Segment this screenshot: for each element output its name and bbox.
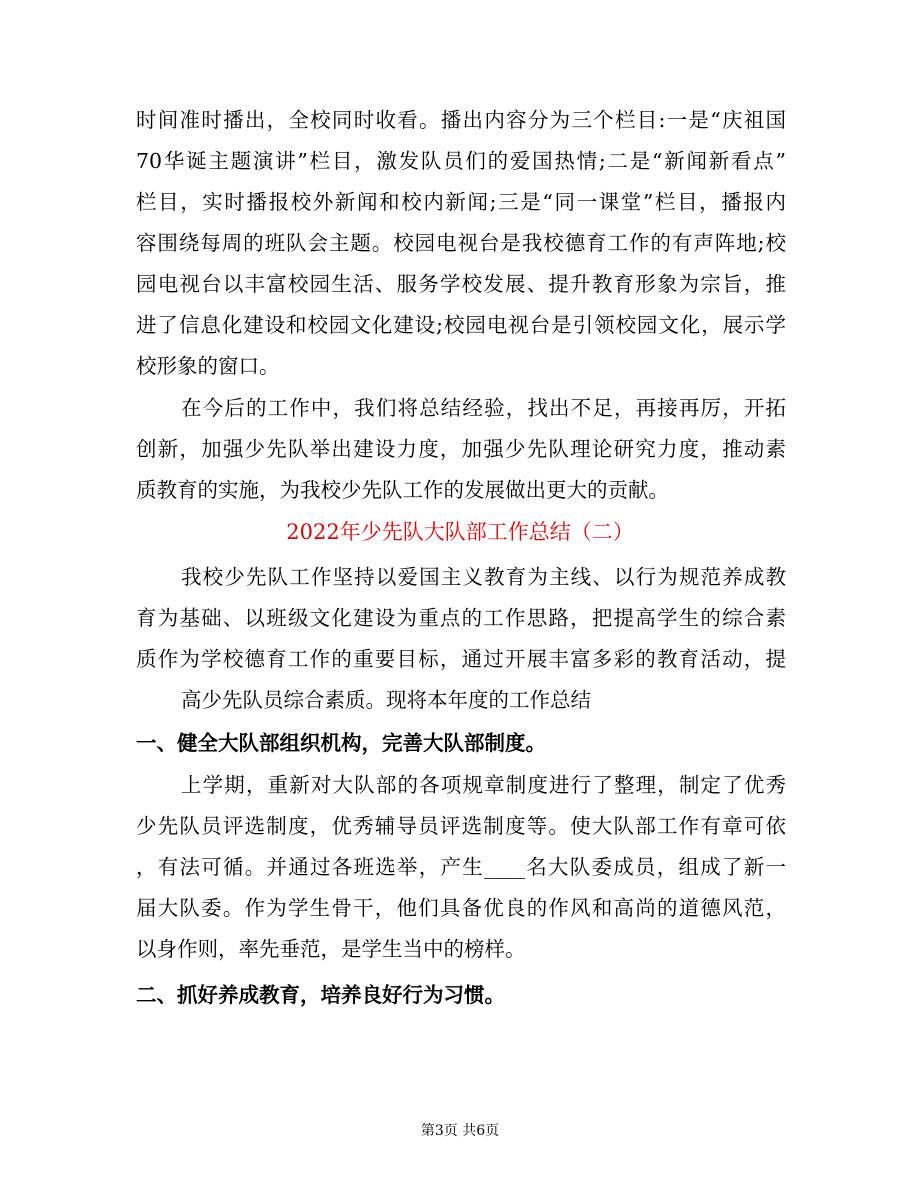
paragraph-line: 质教育的实施，为我校少先队工作的发展做出更大的贡献。	[136, 478, 669, 502]
paragraph-line: 在今后的工作中，我们将总结经验，找出不足，再接再厉，开拓	[181, 396, 786, 420]
paragraph-line: 高少先队员综合素质。现将本年度的工作总结	[181, 688, 591, 712]
paragraph-line: 少先队员评选制度，优秀辅导员评选制度等。使大队部工作有章可依	[136, 814, 786, 838]
paragraph-line: 我校少先队工作坚持以爱国主义教育为主线、以行为规范养成教	[181, 565, 786, 589]
paragraph-line: 园电视台以丰富校园生活、服务学校发展、提升教育形象为宗旨，推	[136, 272, 786, 296]
paragraph-line: ，有法可循。并通过各班选举，产生____名大队委成员，组成了新一	[136, 855, 786, 879]
paragraph-line: 校形象的窗口。	[136, 354, 280, 378]
paragraph-line: 进了信息化建设和校园文化建设;校园电视台是引领校园文化，展示学	[136, 313, 786, 337]
paragraph-line: 质作为学校德育工作的重要目标，通过开展丰富多彩的教育活动，提	[136, 647, 786, 671]
paragraph-line: 创新，加强少先队举出建设力度，加强少先队理论研究力度，推动素	[136, 437, 786, 461]
paragraph-line: 时间准时播出，全校同时收看。播出内容分为三个栏目:一是“庆祖国	[136, 108, 786, 132]
page-number: 第3页 共6页	[420, 1123, 500, 1139]
paragraph-line: 栏目，实时播报校外新闻和校内新闻;三是“同一课堂”栏目，播报内	[136, 190, 786, 214]
paragraph-line: 70华诞主题演讲”栏目，激发队员们的爱国热情;二是“新闻新看点”	[136, 149, 786, 173]
paragraph-line: 育为基础、以班级文化建设为重点的工作思路，把提高学生的综合素	[136, 606, 786, 630]
paragraph-line: 届大队委。作为学生骨干，他们具备优良的作风和高尚的道德风范，	[136, 896, 786, 920]
paragraph-line: 以身作则，率先垂范，是学生当中的榜样。	[136, 937, 526, 961]
paragraph-line: 容围绕每周的班队会主题。校园电视台是我校德育工作的有声阵地;校	[136, 231, 786, 255]
paragraph-line: 上学期，重新对大队部的各项规章制度进行了整理，制定了优秀	[181, 773, 786, 797]
subheading-2: 二、抓好养成教育，培养良好行为习惯。	[136, 983, 505, 1007]
subheading-1: 一、健全大队部组织机构，完善大队部制度。	[136, 731, 546, 755]
section-title: 2022年少先队大队部工作总结（二）	[286, 520, 634, 544]
